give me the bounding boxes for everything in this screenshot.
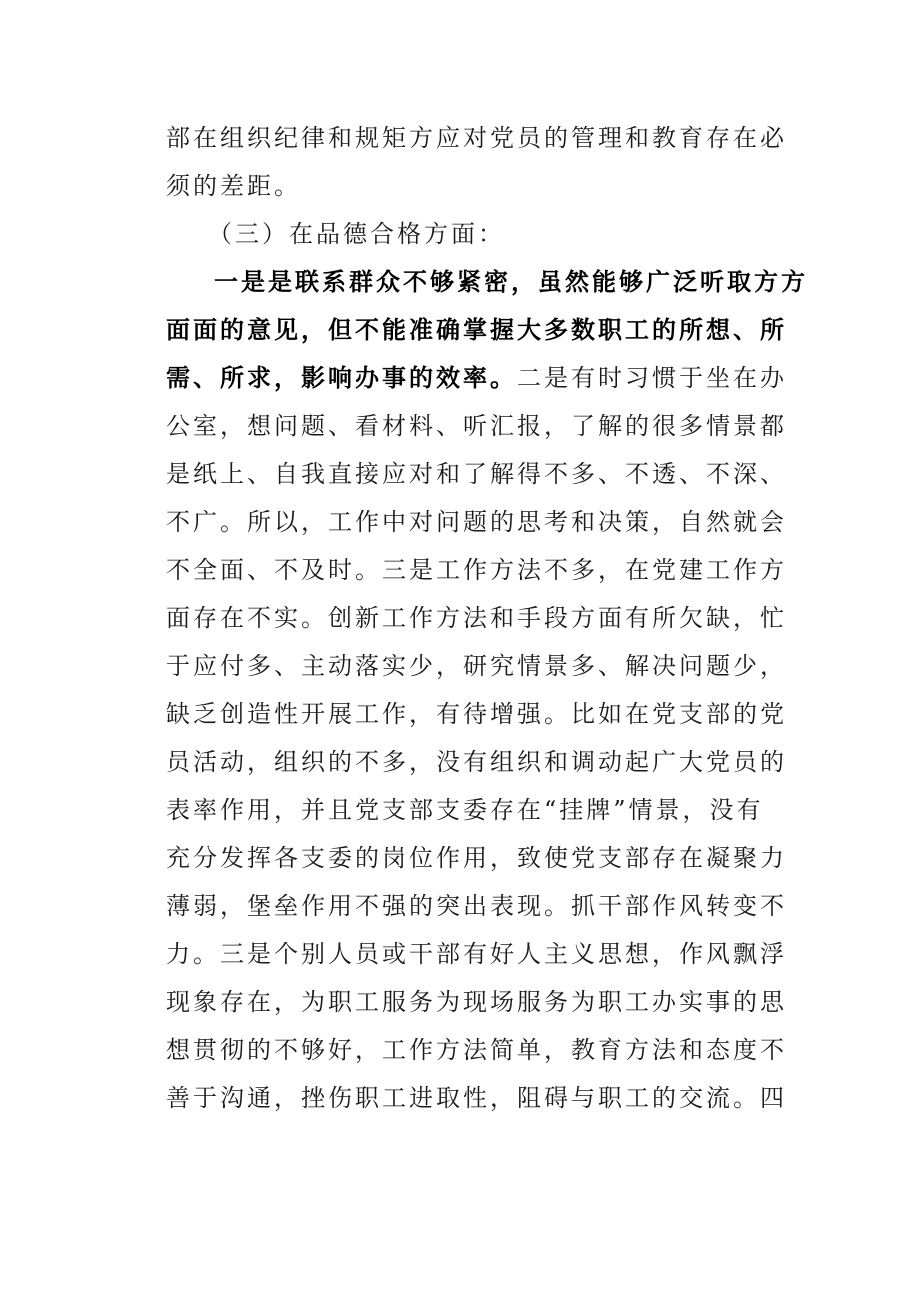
bold-line-1: 一是是联系群众不够紧密，虽然能够广泛听取方方: [214, 267, 808, 296]
bold-line-3: 需、所求，影响办事的效率。: [166, 363, 517, 392]
body-line: 充分发挥各支委的岗位作用，致使党支部存在凝聚力: [166, 844, 787, 872]
body-line: 想贯彻的不够好，工作方法简单，教育方法和态度不: [166, 1036, 787, 1064]
body-line: 缺乏创造性开展工作，有待增强。比如在党支部的党: [166, 700, 787, 728]
body-line: 是纸上、自我直接应对和了解得不多、不透、不深、: [166, 460, 787, 488]
body-line-1: 部在组织纪律和规矩方应对党员的管理和教育存在必: [166, 124, 787, 152]
body-line: 善于沟通，挫伤职工进取性，阻碍与职工的交流。四: [166, 1084, 787, 1112]
body-line: 现象存在，为职工服务为现场服务为职工办实事的思: [166, 988, 787, 1016]
body-line: 力。三是个别人员或干部有好人主义思想，作风飘浮: [166, 940, 787, 968]
section-heading: （三）在品德合格方面：: [208, 220, 505, 248]
bold-line-2: 面面的意见，但不能准确掌握大多数职工的所想、所: [166, 315, 787, 344]
body-line: 于应付多、主动落实少，研究情景多、解决问题少，: [166, 652, 787, 680]
body-line: 表率作用，并且党支部支委存在“挂牌”情景，没有: [166, 796, 764, 824]
mixed-line: [166, 354, 787, 402]
document-body: [166, 114, 808, 1122]
body-line: 不全面、不及时。三是工作方法不多，在党建工作方: [166, 556, 787, 584]
mixed-line-rest: 二是有时习惯于坐在办: [517, 364, 787, 392]
body-line: 薄弱，堡垒作用不强的突出表现。抓干部作风转变不: [166, 892, 787, 920]
body-line: 面存在不实。创新工作方法和手段方面有所欠缺，忙: [166, 604, 787, 632]
body-line: 不广。所以，工作中对问题的思考和决策，自然就会: [166, 508, 787, 536]
body-line: 公室，想问题、看材料、听汇报，了解的很多情景都: [166, 412, 787, 440]
body-line: 员活动，组织的不多，没有组织和调动起广大党员的: [166, 748, 787, 776]
body-line-2: 须的差距。: [166, 172, 301, 200]
